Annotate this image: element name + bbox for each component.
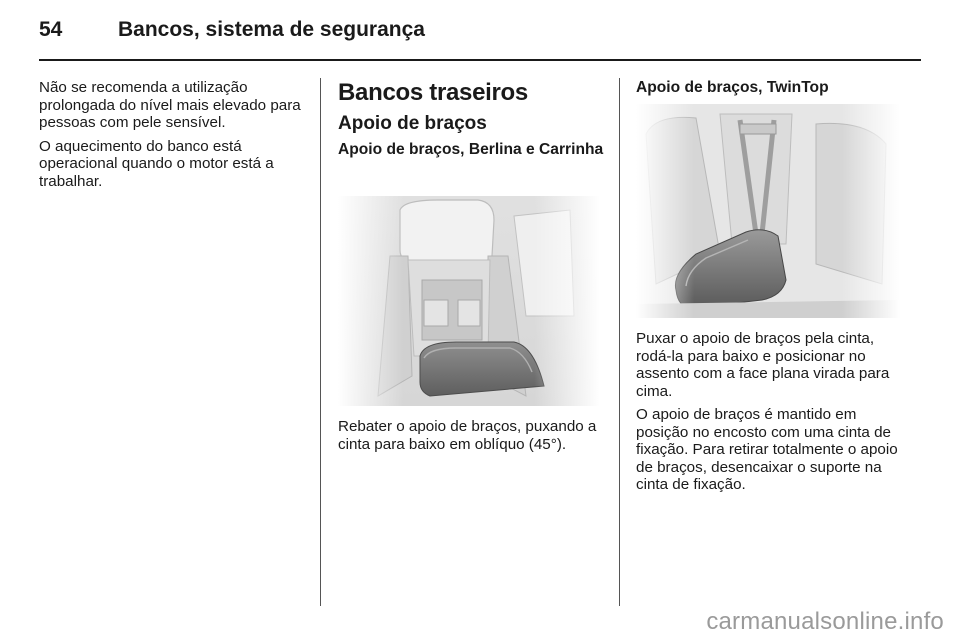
- watermark: carmanualsonline.info: [706, 608, 944, 635]
- heading-twintop: Apoio de braços, TwinTop: [636, 79, 829, 96]
- column-2: [338, 79, 606, 159]
- section-title: Bancos traseiros: [338, 79, 528, 106]
- armrest-sedan-drawing: [338, 196, 600, 406]
- paragraph-heating-operation: O aquecimento do banco está operacional quando o motor está a trabalhar.: [39, 137, 274, 190]
- paragraph-fold-armrest: Rebater o apoio de braços, puxando a cinta para baixo em oblíquo (45°).: [338, 418, 597, 453]
- paragraph-skin-warning: Não se recomenda a utilização prolongada do nível mais elevado para pessoas com pele sensível.: [39, 79, 301, 131]
- paragraph-pull-armrest: Puxar o apoio de braços pela cinta, rodá-la para baixo e posicionar no assento com a face plana virada para cima.: [636, 330, 890, 400]
- armrest-twintop-drawing: [636, 104, 900, 318]
- page-number: 54: [39, 18, 63, 41]
- armrest-twintop-illustration: [636, 104, 900, 318]
- column-divider-1: [320, 78, 321, 606]
- column-3-text: [636, 330, 906, 500]
- page-title: Bancos, sistema de segurança: [118, 18, 425, 41]
- header-divider: [39, 59, 921, 61]
- armrest-sedan-illustration: [338, 196, 600, 406]
- subsection-title: Apoio de braços: [338, 113, 487, 134]
- column-2-text: [338, 418, 606, 459]
- page-header: [39, 18, 921, 50]
- paragraph-fixing-strap: O apoio de braços é mantido em posição no encosto com uma cinta de fixação. Para retirar totalmente o apoio de braços, desencaixar o suporte na cinta de fixação.: [636, 406, 898, 493]
- column-divider-2: [619, 78, 620, 606]
- column-1: [39, 79, 301, 196]
- column-3: [636, 79, 906, 97]
- heading-berlina: Apoio de braços, Berlina e Carrinha: [338, 141, 604, 158]
